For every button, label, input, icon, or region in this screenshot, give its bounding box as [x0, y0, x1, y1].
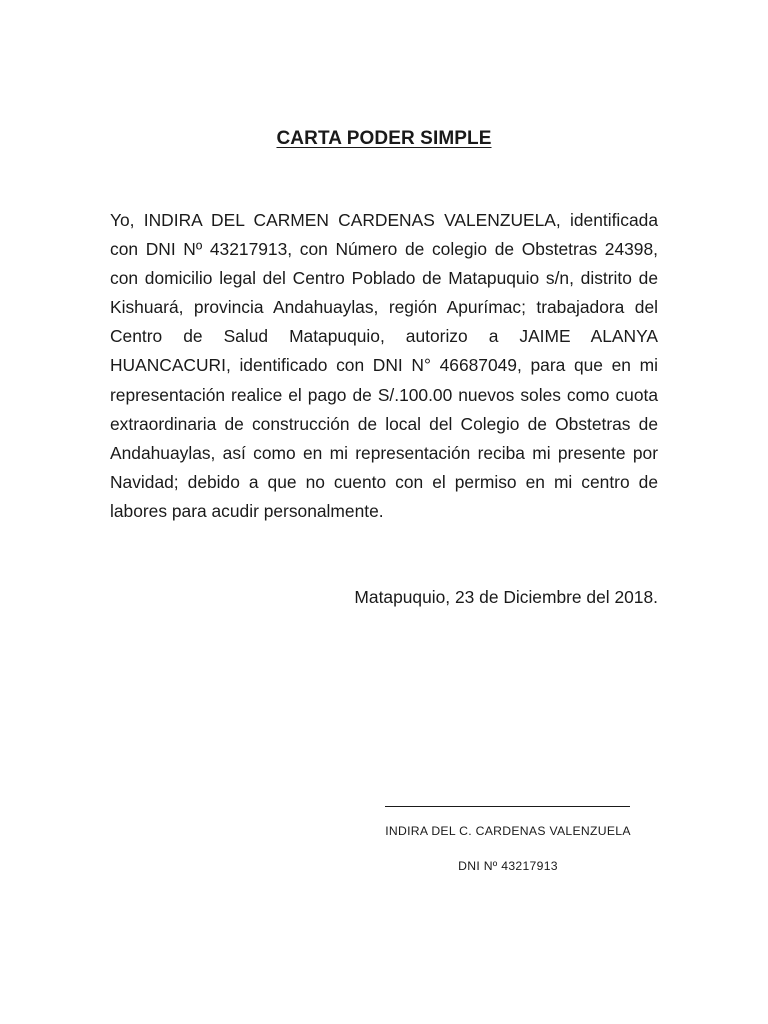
signatory-name: INDIRA DEL C. CARDENAS VALENZUELA [385, 824, 631, 838]
document-title: CARTA PODER SIMPLE [276, 128, 492, 149]
letter-body: Yo, INDIRA DEL CARMEN CARDENAS VALENZUELA, identificada con DNI Nº 43217913, con Número de colegio de Obstetras 24398, con domicilio legal del Centro Poblado de Matapuquio s/n, distrito de Kishuará, provincia Andahuaylas, región Apurímac; trabajadora del Centro de Salud Matapuquio, autorizo a JAIME ALANYA HUANCACURI, identificado con DNI N° 46687049, para que en mi representación realice el pago de S/.100.00 nuevos soles como cuota extraordinaria de construcción de local del Colegio de Obstetras de Andahuaylas, así como en mi representación reciba mi presente por Navidad; debido a que no cuento con el permiso en mi centro de labores para acudir personalmente. [110, 210, 658, 521]
signatory-dni: DNI Nº 43217913 [458, 859, 558, 873]
place-date: Matapuquio, 23 de Diciembre del 2018. [354, 587, 658, 607]
signature-line [385, 806, 630, 807]
